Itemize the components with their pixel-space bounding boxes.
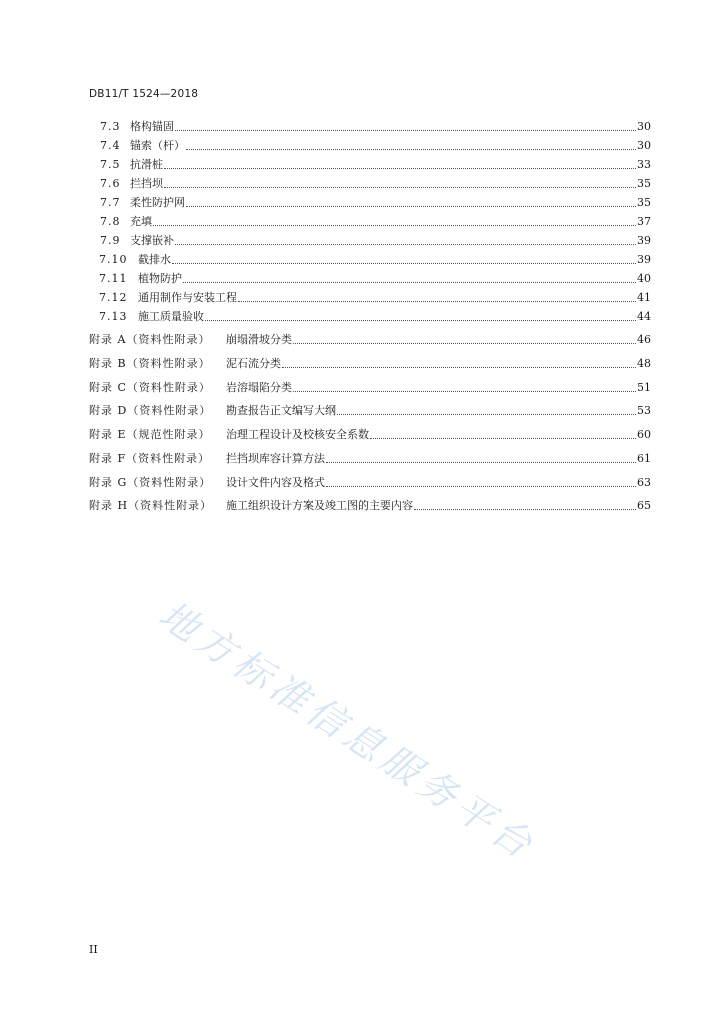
toc-entry-number: 7.13 — [99, 310, 128, 323]
toc-entry-page: 37 — [637, 215, 651, 228]
toc-entry-page: 61 — [637, 452, 651, 465]
toc-appendix-b[interactable] — [0, 353, 724, 371]
toc-entry-title: 崩塌滑坡分类 — [226, 333, 292, 346]
toc-appendix-h[interactable] — [0, 495, 724, 513]
toc-entry-page: 40 — [637, 272, 651, 285]
leader-dots — [172, 262, 636, 264]
toc-entry-page: 60 — [637, 428, 651, 441]
toc-entry-7-11[interactable] — [0, 268, 724, 286]
toc-entry-page: 41 — [637, 291, 651, 304]
toc-entry-title: 施工组织设计方案及竣工图的主要内容 — [226, 499, 413, 512]
toc-entry-title: 抗滑桩 — [130, 158, 163, 171]
appendix-label: 附录 C（资料性附录） — [89, 381, 211, 394]
leader-dots — [238, 300, 636, 302]
toc-entry-number: 7.8 — [100, 215, 121, 228]
toc-entry-7-8[interactable] — [0, 211, 724, 229]
toc-entry-number: 7.12 — [99, 291, 128, 304]
toc-appendix-g[interactable] — [0, 472, 724, 490]
toc-entry-title: 格构锚固 — [130, 120, 174, 133]
toc-entry-number: 7.3 — [100, 120, 121, 133]
appendix-label: 附录 A（资料性附录） — [89, 333, 211, 346]
appendix-label: 附录 E（规范性附录） — [89, 428, 211, 441]
toc-entry-page: 46 — [637, 333, 651, 346]
toc-entry-7-5[interactable] — [0, 154, 724, 172]
toc-entry-title: 治理工程设计及校核安全系数 — [226, 428, 369, 441]
toc-entry-7-4[interactable] — [0, 135, 724, 153]
leader-dots — [293, 390, 636, 392]
toc-entry-title: 支撑嵌补 — [130, 234, 174, 247]
toc-entry-7-9[interactable] — [0, 230, 724, 248]
leader-dots — [175, 129, 636, 131]
appendix-label: 附录 F（资料性附录） — [89, 452, 211, 465]
toc-entry-title: 通用制作与安装工程 — [138, 291, 237, 304]
toc-entry-title: 截排水 — [138, 253, 171, 266]
toc-appendix-c[interactable] — [0, 377, 724, 395]
toc-entry-number: 7.4 — [100, 139, 121, 152]
toc-entry-title: 充填 — [130, 215, 152, 228]
appendix-label: 附录 D（资料性附录） — [89, 404, 212, 417]
toc-entry-number: 7.9 — [100, 234, 121, 247]
appendix-label: 附录 B（资料性附录） — [89, 357, 211, 370]
toc-entry-7-6[interactable] — [0, 173, 724, 191]
toc-entry-page: 39 — [637, 234, 651, 247]
leader-dots — [282, 366, 636, 368]
toc-entry-page: 65 — [637, 499, 651, 512]
document-code-header: DB11/T 1524—2018 — [89, 88, 199, 100]
toc-entry-title: 岩溶塌陷分类 — [226, 381, 292, 394]
leader-dots — [370, 437, 636, 439]
leader-dots — [293, 342, 636, 344]
toc-entry-title: 植物防护 — [138, 272, 182, 285]
toc-appendix-f[interactable] — [0, 448, 724, 466]
leader-dots — [205, 319, 636, 321]
toc-entry-page: 30 — [637, 120, 651, 133]
toc-appendix-d[interactable] — [0, 400, 724, 418]
leader-dots — [164, 186, 636, 188]
toc-entry-7-13[interactable] — [0, 306, 724, 324]
toc-entry-number: 7.10 — [99, 253, 128, 266]
leader-dots — [414, 508, 636, 510]
leader-dots — [326, 461, 636, 463]
toc-entry-7-3[interactable] — [0, 116, 724, 134]
leader-dots — [153, 224, 636, 226]
toc-entry-title: 拦挡坝库容计算方法 — [226, 452, 325, 465]
leader-dots — [186, 205, 636, 207]
toc-entry-page: 44 — [637, 310, 651, 323]
toc-entry-page: 33 — [637, 158, 651, 171]
leader-dots — [175, 243, 636, 245]
toc-entry-number: 7.7 — [100, 196, 121, 209]
toc-entry-page: 39 — [637, 253, 651, 266]
toc-entry-title: 拦挡坝 — [130, 177, 163, 190]
toc-entry-title: 柔性防护网 — [130, 196, 185, 209]
toc-entry-title: 设计文件内容及格式 — [226, 476, 325, 489]
page-number: II — [89, 943, 98, 956]
toc-entry-page: 35 — [637, 177, 651, 190]
leader-dots — [186, 148, 636, 150]
toc-entry-page: 53 — [637, 404, 651, 417]
toc-entry-number: 7.11 — [99, 272, 128, 285]
toc-appendix-e[interactable] — [0, 424, 724, 442]
leader-dots — [337, 413, 636, 415]
toc-entry-7-7[interactable] — [0, 192, 724, 210]
toc-entry-page: 51 — [637, 381, 651, 394]
leader-dots — [326, 485, 636, 487]
leader-dots — [164, 167, 636, 169]
toc-entry-page: 48 — [637, 357, 651, 370]
appendix-label: 附录 H（资料性附录） — [89, 499, 213, 512]
toc-entry-page: 30 — [637, 139, 651, 152]
toc-entry-title: 锚索（杆） — [130, 139, 185, 152]
toc-entry-title: 勘查报告正文编写大纲 — [226, 404, 336, 417]
toc-entry-title: 泥石流分类 — [226, 357, 281, 370]
toc-entry-page: 63 — [637, 476, 651, 489]
toc-entry-title: 施工质量验收 — [138, 310, 204, 323]
leader-dots — [183, 281, 636, 283]
watermark-text: 地方标准信息服务平台 — [151, 592, 545, 870]
appendix-label: 附录 G（资料性附录） — [89, 476, 212, 489]
toc-entry-page: 35 — [637, 196, 651, 209]
toc-entry-7-12[interactable] — [0, 287, 724, 305]
toc-entry-7-10[interactable] — [0, 249, 724, 267]
toc-appendix-a[interactable] — [0, 329, 724, 347]
toc-entry-number: 7.5 — [100, 158, 121, 171]
toc-entry-number: 7.6 — [100, 177, 121, 190]
